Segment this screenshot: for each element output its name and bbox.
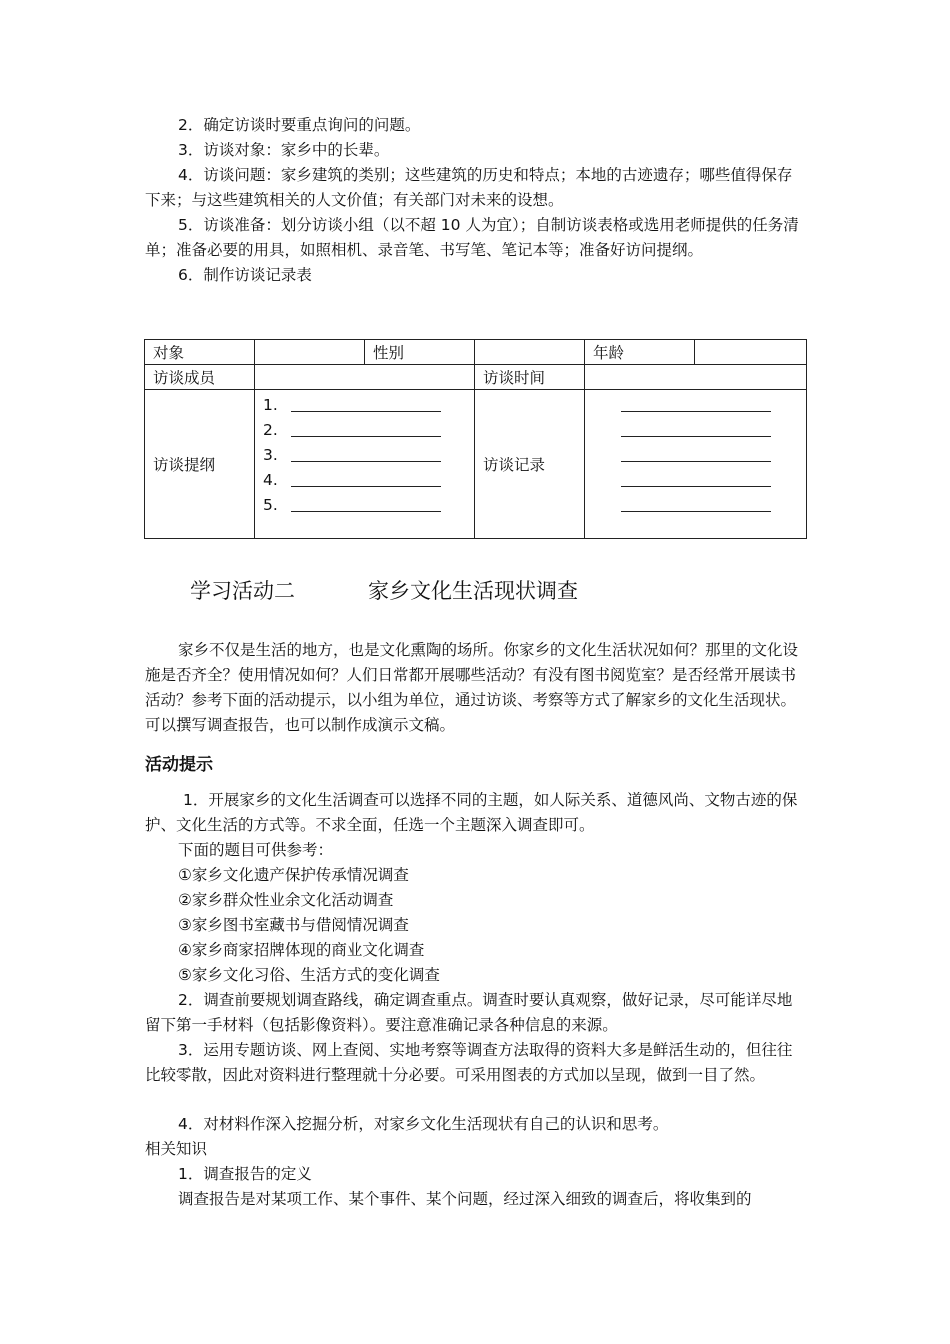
- item-6: 6．制作访谈记录表: [178, 266, 312, 284]
- age-label: 年龄: [585, 340, 695, 365]
- time-label: 访谈时间: [475, 365, 585, 390]
- list-item: [263, 442, 474, 467]
- ref-item: ②家乡群众性业余文化活动调查: [178, 891, 394, 909]
- blank-line: [291, 448, 441, 462]
- members-label: 访谈成员: [145, 365, 255, 390]
- blank-line: [621, 473, 771, 487]
- knowledge-1-text: 调查报告是对某项工作、某个事件、某个问题，经过深入细致的调查后，将收集到的: [178, 1190, 752, 1208]
- list-item: [263, 492, 474, 517]
- list-item: [593, 417, 806, 442]
- table-row: [145, 340, 807, 365]
- table-row: [145, 365, 807, 390]
- hint-4: 4．对材料作深入挖掘分析，对家乡文化生活现状有自己的认识和思考。: [178, 1115, 669, 1133]
- item-3: 3．访谈对象：家乡中的长辈。: [178, 141, 390, 159]
- ref-item: ④家乡商家招牌体现的商业文化调查: [178, 941, 425, 959]
- list-item: [263, 467, 474, 492]
- outline-lines: [255, 390, 475, 539]
- hint-heading: 活动提示: [145, 755, 213, 775]
- blank-line: [291, 423, 441, 437]
- list-item: [263, 417, 474, 442]
- blank-line: [621, 448, 771, 462]
- gender-label: 性别: [365, 340, 475, 365]
- ref-item: ⑤家乡文化习俗、生活方式的变化调查: [178, 966, 440, 984]
- title-right: 家乡文化生活现状调查: [368, 579, 578, 603]
- members-value: [255, 365, 475, 390]
- table-row: [145, 390, 807, 539]
- section-title: [190, 575, 578, 605]
- record-label: 访谈记录: [475, 390, 585, 539]
- outline-number: 4.: [263, 470, 278, 489]
- record-lines: [585, 390, 807, 539]
- gender-value: [475, 340, 585, 365]
- ref-item: ①家乡文化遗产保护传承情况调查: [178, 866, 409, 884]
- item-5: 5．访谈准备：划分访谈小组（以不超 10 人为宜）；自制访谈表格或选用老师提供的任务清单；准备必要的用具，如照相机、录音笔、书写笔、笔记本等；准备好访问提纲。: [145, 216, 799, 259]
- refs-intro: 下面的题目可供参考：: [178, 841, 334, 859]
- subject-value: [255, 340, 365, 365]
- intro-paragraph: 家乡不仅是生活的地方，也是文化熏陶的场所。你家乡的文化生活状况如何？那里的文化设施是否齐全？使用情况如何？人们日常都开展哪些活动？有没有图书阅览室？是否经常开展读书活动？参考下面的活动提示，以小组为单位，通过访谈、考察等方式了解家乡的文化生活现状。可以撰写调查报告，也可以制作成演示文稿。: [145, 641, 799, 734]
- list-item: [593, 467, 806, 492]
- knowledge-heading: 相关知识: [145, 1140, 208, 1158]
- age-value: [695, 340, 807, 365]
- blank-line: [291, 473, 441, 487]
- hint-2: 2．调查前要规划调查路线，确定调查重点。调查时要认真观察，做好记录，尽可能详尽地留下第一手材料（包括影像资料）。要注意准确记录各种信息的来源。: [145, 991, 793, 1034]
- outline-number: 2.: [263, 420, 278, 439]
- list-item: [263, 392, 474, 417]
- item-4: 4．访谈问题：家乡建筑的类别；这些建筑的历史和特点；本地的古迹遗存；哪些值得保存下来；与这些建筑相关的人文价值；有关部门对未来的设想。: [145, 166, 793, 209]
- ref-item: ③家乡图书室藏书与借阅情况调查: [178, 916, 409, 934]
- hint-3: 3．运用专题访谈、网上查阅、实地考察等调查方法取得的资料大多是鲜活生动的，但往往比较零散，因此对资料进行整理就十分必要。可采用图表的方式加以呈现，做到一目了然。: [145, 1041, 793, 1084]
- list-item: [593, 392, 806, 417]
- item-2: 2．确定访谈时要重点询问的问题。: [178, 116, 421, 134]
- blank-line: [621, 423, 771, 437]
- title-left: 学习活动二: [190, 579, 295, 603]
- hint-1: 1．开展家乡的文化生活调查可以选择不同的主题，如人际关系、道德风尚、文物古迹的保护、文化生活的方式等。不求全面，任选一个主题深入调查即可。: [145, 791, 798, 834]
- time-value: [585, 365, 807, 390]
- outline-number: 1.: [263, 395, 278, 414]
- outline-number: 5.: [263, 495, 278, 514]
- blank-line: [291, 398, 441, 412]
- outline-number: 3.: [263, 445, 278, 464]
- list-item: [593, 492, 806, 517]
- subject-label: 对象: [145, 340, 255, 365]
- list-item: [593, 442, 806, 467]
- outline-label: 访谈提纲: [145, 390, 255, 539]
- blank-line: [621, 398, 771, 412]
- blank-line: [621, 498, 771, 512]
- knowledge-1: 1．调查报告的定义: [178, 1165, 312, 1183]
- interview-record-table: [144, 339, 807, 539]
- blank-line: [291, 498, 441, 512]
